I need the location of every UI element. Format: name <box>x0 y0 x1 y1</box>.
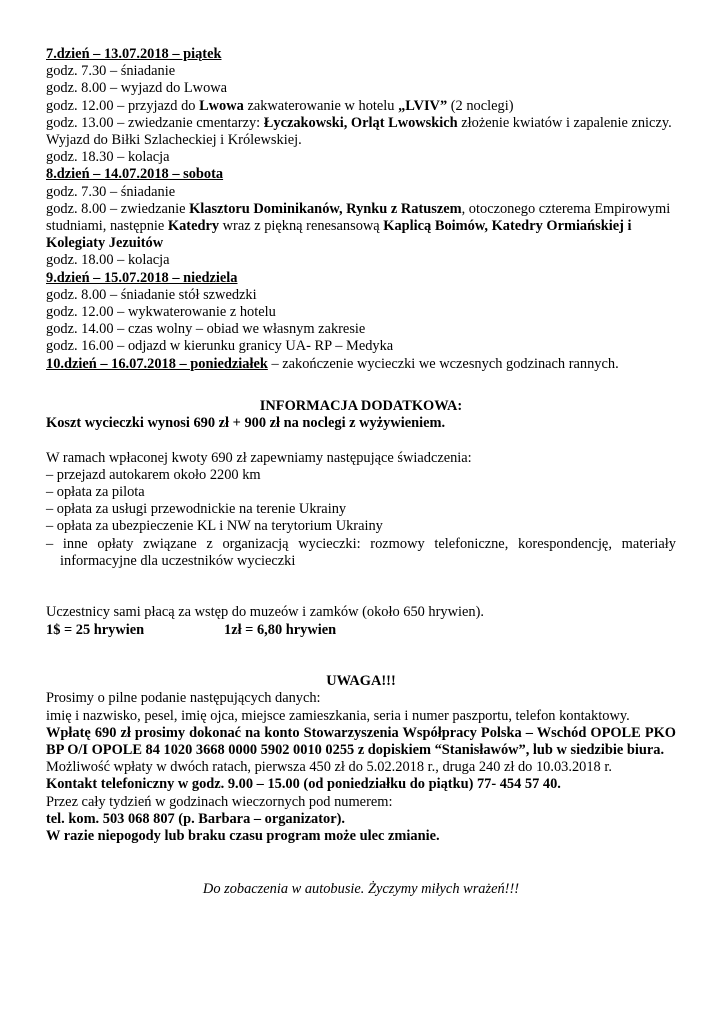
day7-line-3 <box>46 98 676 115</box>
day7-l4-text: godz. 13.00 – zwiedzanie cmentarzy: <box>46 114 264 131</box>
info-title: INFORMACJA DODATKOWA: <box>259 398 463 415</box>
day7-line-4 <box>46 115 676 132</box>
day9-line-1: godz. 8.00 – śniadanie stół szwedzki <box>46 286 257 303</box>
notice-weather: W razie niepogody lub braku czasu program może ulec zmianie. <box>46 828 440 845</box>
day7-line-1: godz. 7.30 – śniadanie <box>46 63 176 80</box>
notice-line-2: imię i nazwisko, pesel, imię ojca, miejsce zamieszkania, seria i numer paszportu, telefon kontaktowy. <box>46 707 630 724</box>
notice-evening: Przez cały tydzień w godzinach wieczornych pod numerem: <box>46 793 393 810</box>
closing-line: Do zobaczenia w autobusie. Życzymy miłych wrażeń!!! <box>202 881 520 898</box>
rate-pln: 1zł = 6,80 hrywien <box>224 621 337 638</box>
day7-l3-post: (2 noclegi) <box>447 97 514 114</box>
day7-l3-mid: zakwaterowanie w hotelu <box>243 97 399 114</box>
exchange-rates <box>46 622 676 639</box>
day7-l3-city: Lwowa <box>199 97 244 114</box>
day9-line-2: godz. 12.00 – wykwaterowanie z hotelu <box>46 304 276 321</box>
notice-installments: Możliwość wpłaty w dwóch ratach, pierwsza 450 zł do 5.02.2018 r., druga 240 zł do 10.03.2018 r. <box>46 759 612 776</box>
day7-line-5: Wyjazd do Biłki Szlacheckiej i Królewskiej. <box>46 132 302 149</box>
day8-l2-mid1: , otoczonego czterema Empirowymi studniami, następnie <box>46 200 671 235</box>
info-item-2: – opłata za pilota <box>46 484 145 501</box>
notice-phone: tel. kom. 503 068 807 (p. Barbara – organizator). <box>46 810 345 827</box>
day9-line-4: godz. 16.00 – odjazd w kierunku granicy UA- RP – Medyka <box>46 338 394 355</box>
day7-l4-cemeteries: Łyczakowski, Orląt Lwowskich <box>263 114 458 131</box>
info-item-1: – przejazd autokarem około 2200 km <box>46 466 261 483</box>
day7-l4-post: złożenie kwiatów i zapalenie zniczy. <box>457 114 672 131</box>
day7-l3-hotel: „LVIV” <box>398 97 448 114</box>
day7-line-2: godz. 8.00 – wyjazd do Lwowa <box>46 80 228 97</box>
notice-title: UWAGA!!! <box>326 673 396 690</box>
day8-line-2 <box>46 201 676 253</box>
day9-line-3: godz. 14.00 – czas wolny – obiad we własnym zakresie <box>46 321 366 338</box>
document-page <box>46 46 676 898</box>
notice-line-1: Prosimy o pilne podanie następujących danych: <box>46 690 321 707</box>
info-intro: W ramach wpłaconej kwoty 690 zł zapewniamy następujące świadczenia: <box>46 449 472 466</box>
day8-l2-bold3: Kaplicą Boimów, Katedry Ormiańskiej i Kolegiaty Jezuitów <box>46 218 632 252</box>
day7-l3-text: godz. 12.00 – przyjazd do <box>46 97 200 114</box>
day10-rest: – zakończenie wycieczki we wczesnych godzinach rannych. <box>267 355 619 372</box>
day8-l2-bold1: Klasztoru Dominikanów, Rynku z Ratuszem <box>189 200 462 217</box>
info-item-3: – opłata za usługi przewodnickie na terenie Ukrainy <box>46 501 347 518</box>
day8-line-3: godz. 18.00 – kolacja <box>46 252 170 269</box>
day10-header: 10.dzień – 16.07.2018 – poniedziałek <box>46 355 268 372</box>
day8-l2-bold2: Katedry <box>167 218 220 235</box>
day10-line <box>46 356 676 373</box>
day9-header: 9.dzień – 15.07.2018 – niedziela <box>46 269 238 286</box>
info-cost: Koszt wycieczki wynosi 690 zł + 900 zł na noclegi z wyżywieniem. <box>46 415 446 432</box>
day8-l2-mid2: wraz z piękną renesansową <box>219 218 384 235</box>
rate-usd: 1$ = 25 hrywien <box>46 621 145 638</box>
day7-header: 7.dzień – 13.07.2018 – piątek <box>46 46 222 62</box>
info-museums: Uczestnicy sami płacą za wstęp do muzeów i zamków (około 650 hrywien). <box>46 604 484 621</box>
info-item-5: – inne opłaty związane z organizacją wycieczki: rozmowy telefoniczne, korespondencję, materiały informacyjne dla uczestników wycieczki <box>46 535 676 569</box>
info-item-4: – opłata za ubezpieczenie KL i NW na terytorium Ukrainy <box>46 518 383 535</box>
day8-line-1: godz. 7.30 – śniadanie <box>46 183 176 200</box>
day7-line-6: godz. 18.30 – kolacja <box>46 149 170 166</box>
notice-contact: Kontakt telefoniczny w godz. 9.00 – 15.00 (od poniedziałku do piątku) 77- 454 57 40. <box>46 776 561 793</box>
day8-header: 8.dzień – 14.07.2018 – sobota <box>46 166 224 183</box>
notice-payment: Wpłatę 690 zł prosimy dokonać na konto Stowarzyszenia Współpracy Polska – Wschód OPOLE PKO BP O/I OPOLE 84 1020 3668 0000 5902 0010 0255 z dopiskiem “Stanisławów”, lub w siedzibie biura. <box>46 724 676 759</box>
day8-l2-text: godz. 8.00 – zwiedzanie <box>46 200 190 217</box>
